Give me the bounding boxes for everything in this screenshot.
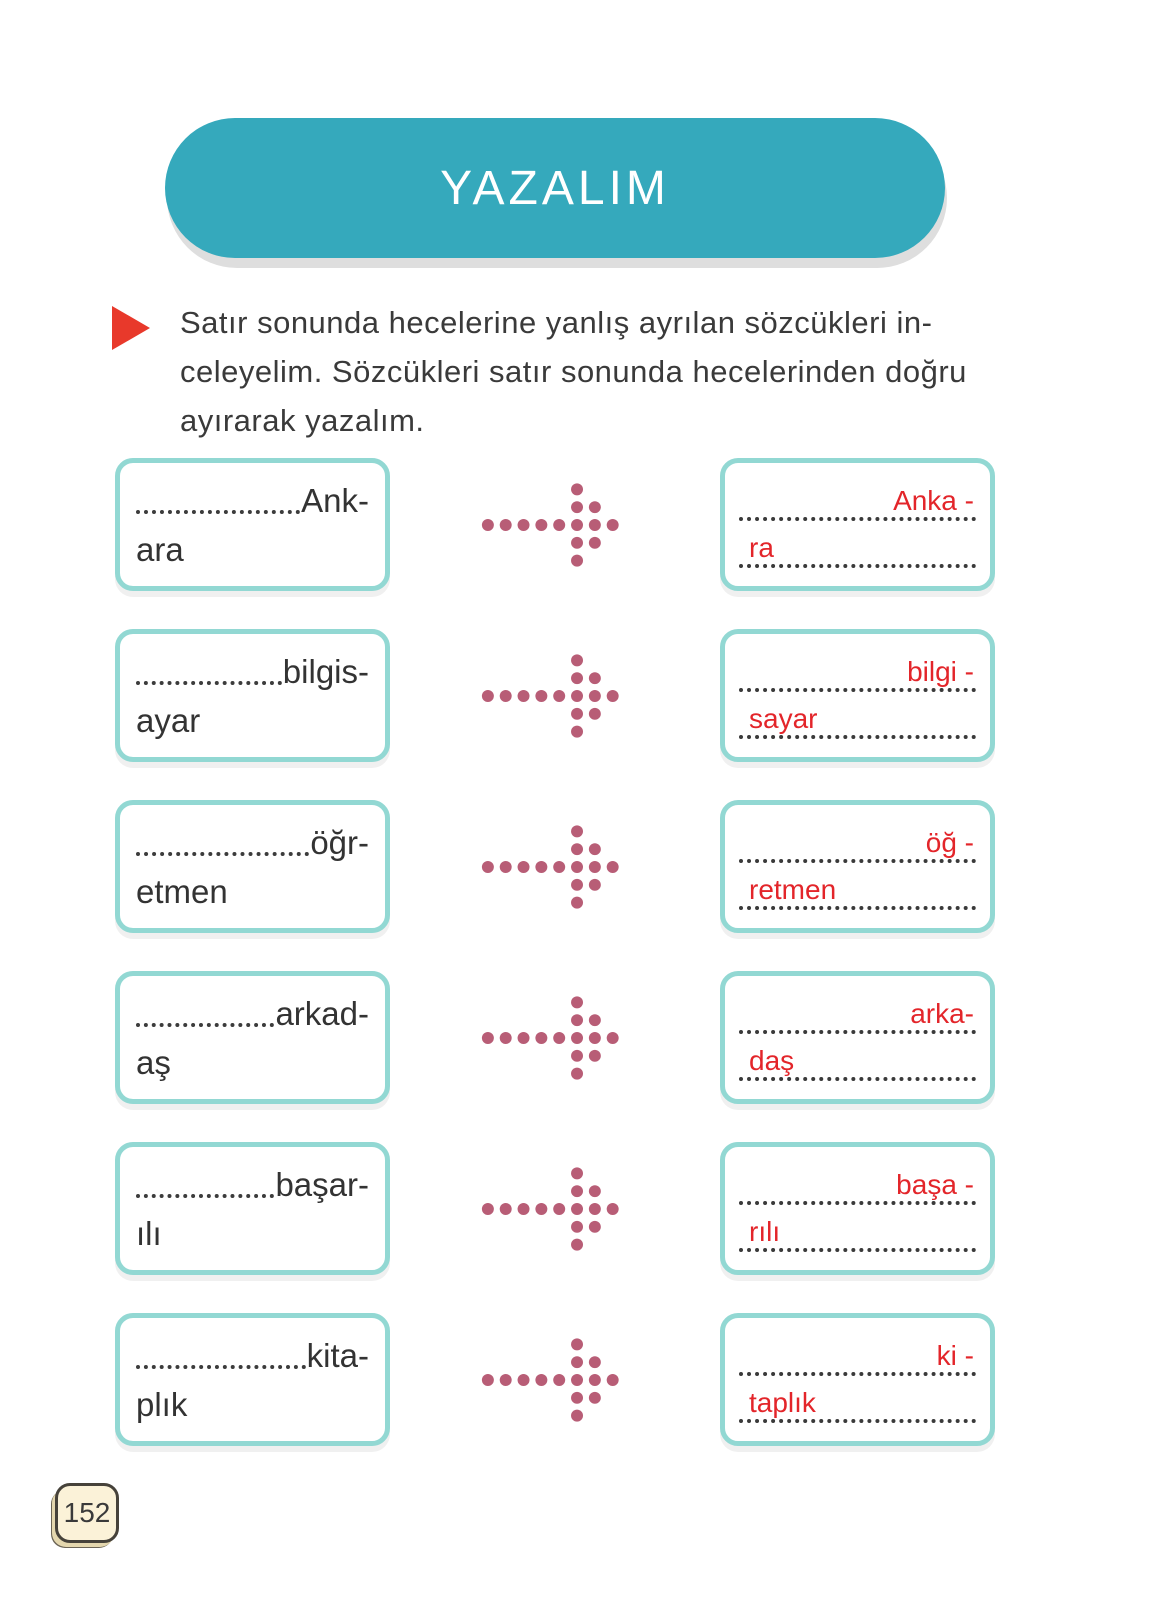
wrong-word-part-2: aş bbox=[136, 1044, 171, 1081]
correct-word-part-2: daş bbox=[749, 1045, 795, 1076]
wrong-word-part-2: etmen bbox=[136, 873, 228, 910]
answer-writing-line-1 bbox=[739, 986, 976, 1034]
arrow-cell bbox=[390, 1337, 720, 1423]
wrong-hyphenation-box bbox=[115, 629, 390, 762]
wrong-hyphenation-box bbox=[115, 1142, 390, 1275]
arrow-cell bbox=[390, 824, 720, 910]
wrong-word-part-1: kita- bbox=[306, 1337, 369, 1374]
dotted-arrow-right-icon bbox=[481, 482, 629, 568]
dotted-leader bbox=[136, 1023, 274, 1027]
dotted-arrow-right-icon bbox=[481, 824, 629, 910]
correct-hyphenation-box bbox=[720, 1142, 995, 1275]
dotted-leader bbox=[136, 681, 282, 685]
instruction-block bbox=[112, 298, 1010, 445]
title-banner bbox=[165, 118, 945, 258]
wrong-hyphenation-box bbox=[115, 458, 390, 591]
dotted-leader bbox=[136, 1365, 306, 1369]
wrong-word-part-1: arkad- bbox=[275, 995, 369, 1032]
answer-writing-line-1 bbox=[739, 644, 976, 692]
wrong-word-part-1: öğr- bbox=[310, 824, 369, 861]
instruction-line: Satır sonunda hecelerine yanlış ayrılan sözcükleri in- bbox=[180, 305, 933, 340]
exercise-row bbox=[115, 1142, 995, 1275]
wrong-word-part-2: ılı bbox=[136, 1215, 162, 1252]
page-number: 152 bbox=[63, 1497, 111, 1528]
dotted-arrow-right-icon bbox=[481, 653, 629, 739]
correct-word-part-1: ki - bbox=[936, 1340, 974, 1371]
wrong-word-line-1 bbox=[136, 825, 369, 861]
dotted-leader bbox=[136, 852, 309, 856]
wrong-word-part-2: plık bbox=[136, 1386, 188, 1423]
correct-hyphenation-box bbox=[720, 971, 995, 1104]
answer-writing-line-1 bbox=[739, 473, 976, 521]
dotted-arrow-right-icon bbox=[481, 1337, 629, 1423]
correct-word-part-1: öğ - bbox=[925, 827, 974, 858]
correct-hyphenation-box bbox=[720, 458, 995, 591]
correct-hyphenation-box bbox=[720, 629, 995, 762]
wrong-word-part-2: ayar bbox=[136, 702, 201, 739]
instruction-line: ayırarak yazalım. bbox=[180, 403, 425, 438]
wrong-word-line-1 bbox=[136, 1338, 369, 1374]
correct-word-part-1: bilgi - bbox=[907, 656, 974, 687]
answer-writing-line-2 bbox=[739, 692, 976, 739]
correct-word-part-2: sayar bbox=[749, 703, 818, 734]
dotted-arrow-right-icon bbox=[481, 1166, 629, 1252]
correct-hyphenation-box bbox=[720, 800, 995, 933]
dotted-leader bbox=[136, 1194, 274, 1198]
exercise-row bbox=[115, 629, 995, 762]
answer-writing-line-2 bbox=[739, 1376, 976, 1423]
answer-writing-line-2 bbox=[739, 1034, 976, 1081]
wrong-word-part-2: ara bbox=[136, 531, 184, 568]
wrong-word-part-1: Ank- bbox=[301, 482, 369, 519]
correct-word-part-2: rılı bbox=[749, 1216, 781, 1247]
dotted-arrow-right-icon bbox=[481, 995, 629, 1081]
wrong-word-line-1 bbox=[136, 1167, 369, 1203]
wrong-hyphenation-box bbox=[115, 800, 390, 933]
correct-word-part-2: retmen bbox=[749, 874, 837, 905]
page-number-badge bbox=[55, 1483, 119, 1543]
exercise-rows bbox=[115, 458, 995, 1446]
exercise-row bbox=[115, 800, 995, 933]
answer-writing-line-2 bbox=[739, 1205, 976, 1252]
dotted-leader bbox=[136, 510, 300, 514]
answer-writing-line-2 bbox=[739, 521, 976, 568]
instruction-text bbox=[180, 298, 1010, 445]
exercise-row bbox=[115, 458, 995, 591]
arrow-cell bbox=[390, 995, 720, 1081]
exercise-row bbox=[115, 1313, 995, 1446]
answer-writing-line-1 bbox=[739, 1157, 976, 1205]
answer-writing-line-1 bbox=[739, 1328, 976, 1376]
arrow-cell bbox=[390, 1166, 720, 1252]
wrong-word-line-1 bbox=[136, 483, 369, 519]
answer-writing-line-2 bbox=[739, 863, 976, 910]
exercise-row bbox=[115, 971, 995, 1104]
wrong-word-line-1 bbox=[136, 996, 369, 1032]
arrow-cell bbox=[390, 653, 720, 739]
correct-hyphenation-box bbox=[720, 1313, 995, 1446]
correct-word-part-2: taplık bbox=[749, 1387, 816, 1418]
correct-word-part-2: ra bbox=[749, 532, 774, 563]
correct-word-part-1: Anka - bbox=[893, 485, 974, 516]
wrong-hyphenation-box bbox=[115, 971, 390, 1104]
wrong-hyphenation-box bbox=[115, 1313, 390, 1446]
wrong-word-line-1 bbox=[136, 654, 369, 690]
wrong-word-part-1: başar- bbox=[275, 1166, 369, 1203]
wrong-word-part-1: bilgis- bbox=[282, 653, 369, 690]
correct-word-part-1: başa - bbox=[896, 1169, 974, 1200]
page-title: YAZALIM bbox=[440, 161, 670, 215]
arrow-cell bbox=[390, 482, 720, 568]
instruction-line: celeyelim. Sözcükleri satır sonunda hecelerinden doğru bbox=[180, 354, 967, 389]
triangle-bullet-icon bbox=[112, 306, 150, 350]
answer-writing-line-1 bbox=[739, 815, 976, 863]
correct-word-part-1: arka- bbox=[910, 998, 974, 1029]
